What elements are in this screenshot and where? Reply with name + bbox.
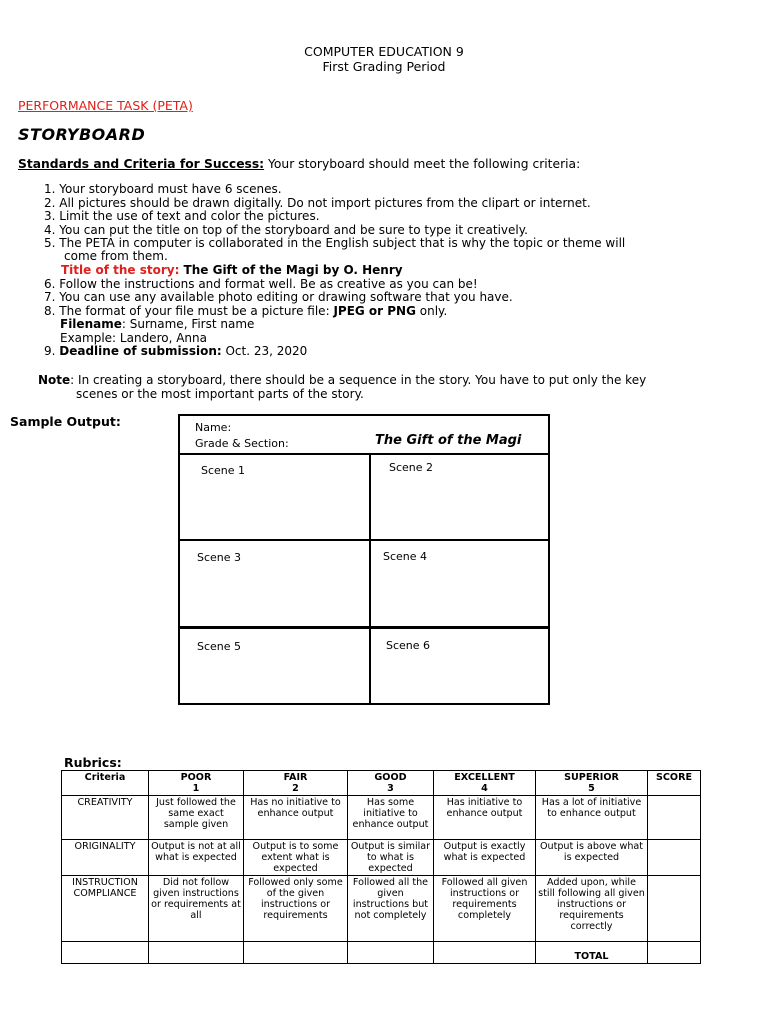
header-poor-num: 1 — [192, 783, 200, 794]
filename-line — [60, 318, 254, 332]
cell-fair: Followed only some of the given instructions or requirements — [244, 876, 348, 942]
header-good-num: 3 — [387, 783, 394, 794]
cell-superior: Added upon, while still following all given instructions or requirements correctly — [536, 876, 648, 942]
header-excellent-num: 4 — [481, 783, 488, 794]
total-label: TOTAL — [536, 942, 648, 964]
note-label: Note — [38, 373, 71, 387]
story-title-line — [61, 264, 403, 278]
task-label: PERFORMANCE TASK (PETA) — [18, 98, 193, 113]
note-line-2: scenes or the most important parts of the story. — [76, 387, 364, 401]
header-fair-text: FAIR — [283, 772, 308, 783]
cell-score — [648, 796, 701, 840]
scene-6-label: Scene 6 — [386, 639, 431, 652]
storyboard-sample — [178, 414, 550, 705]
storyboard-title: The Gift of the Magi — [375, 433, 522, 448]
file-format: JPEG or PNG — [333, 304, 416, 318]
row-criteria: INSTRUCTION COMPLIANCE — [62, 876, 149, 942]
scene-2-label: Scene 2 — [389, 461, 434, 474]
filename-label: Filename — [60, 317, 122, 331]
cell-superior: Output is above what is expected — [536, 840, 648, 876]
header-fair — [244, 771, 348, 796]
header-good — [348, 771, 434, 796]
total-row — [62, 942, 701, 964]
cell-poor: Just followed the same exact sample given — [149, 796, 244, 840]
criteria-item-9 — [44, 345, 307, 359]
cell-empty — [244, 942, 348, 964]
header-score — [648, 771, 701, 796]
cell-empty — [348, 942, 434, 964]
header-superior — [536, 771, 648, 796]
criteria-item-8-end: only. — [415, 304, 448, 318]
cell-empty — [149, 942, 244, 964]
header-fair-num: 2 — [292, 783, 299, 794]
table-row — [62, 796, 701, 840]
header-poor — [149, 771, 244, 796]
row-criteria: CREATIVITY — [62, 796, 149, 840]
rubrics-label: Rubrics: — [64, 755, 122, 770]
header-criteria — [62, 771, 149, 796]
table-row — [62, 840, 701, 876]
standards-text: Your storyboard should meet the following criteria: — [264, 157, 581, 171]
story-title-value: The Gift of the Magi by O. Henry — [179, 263, 403, 277]
scene-4-label: Scene 4 — [383, 550, 428, 563]
name-label: Name: — [195, 421, 232, 434]
cell-good: Has some initiative to enhance output — [348, 796, 434, 840]
cell-empty — [62, 942, 149, 964]
cell-superior: Has a lot of initiative to enhance output — [536, 796, 648, 840]
filename-example: Example: Landero, Anna — [60, 331, 207, 345]
total-score — [648, 942, 701, 964]
grid-line-mid-1 — [180, 539, 548, 541]
cell-fair: Output is to some extent what is expected — [244, 840, 348, 876]
header-superior-num: 5 — [588, 783, 595, 794]
rubrics-table — [61, 770, 701, 964]
rubrics-header-row — [62, 771, 701, 796]
header-excellent — [434, 771, 536, 796]
criteria-item-5-cont: come from them. — [64, 249, 168, 263]
criteria-item-6: 6. Follow the instructions and format well. Be as creative as you can be! — [44, 277, 478, 291]
header-superior-text: SUPERIOR — [564, 772, 619, 783]
course-title: COMPUTER EDUCATION 9 — [304, 44, 464, 59]
cell-good: Output is similar to what is expected — [348, 840, 434, 876]
grid-line-mid-2 — [180, 626, 548, 629]
cell-excellent: Has initiative to enhance output — [434, 796, 536, 840]
note-line-1: : In creating a storyboard, there should be a sequence in the story. You have to put only the key — [70, 373, 647, 387]
criteria-item-8-text: 8. The format of your file must be a picture file: — [44, 304, 334, 318]
cell-score — [648, 840, 701, 876]
cell-score — [648, 876, 701, 942]
grid-line-vertical — [369, 453, 371, 703]
header-excellent-text: EXCELLENT — [454, 772, 515, 783]
standards-line — [18, 157, 580, 171]
criteria-item-1: 1. Your storyboard must have 6 scenes. — [44, 182, 282, 196]
header-score-text: SCORE — [655, 772, 693, 783]
criteria-item-5: 5. The PETA in computer is collaborated in the English subject that is why the topic or theme will — [44, 236, 626, 250]
grid-line-top — [180, 453, 548, 455]
cell-poor: Output is not at all what is expected — [149, 840, 244, 876]
cell-excellent: Followed all given instructions or requirements completely — [434, 876, 536, 942]
grade-section-label: Grade & Section: — [195, 437, 289, 450]
standards-label: Standards and Criteria for Success: — [18, 157, 265, 171]
cell-excellent: Output is exactly what is expected — [434, 840, 536, 876]
criteria-item-9-num: 9. — [44, 344, 60, 358]
filename-value: : Surname, First name — [121, 317, 255, 331]
cell-good: Followed all the given instructions but not completely — [348, 876, 434, 942]
scene-5-label: Scene 5 — [197, 640, 242, 653]
row-criteria: ORIGINALITY — [62, 840, 149, 876]
criteria-item-2: 2. All pictures should be drawn digitally. Do not import pictures from the clipart or internet. — [44, 196, 591, 210]
story-title-label: Title of the story: — [61, 263, 180, 277]
header-poor-text: POOR — [180, 772, 212, 783]
cell-empty — [434, 942, 536, 964]
table-row — [62, 876, 701, 942]
scene-3-label: Scene 3 — [197, 551, 242, 564]
deadline-label: Deadline of submission: — [59, 344, 222, 358]
header-criteria-text: Criteria — [84, 772, 126, 783]
grading-period: First Grading Period — [322, 59, 446, 74]
sample-output-label: Sample Output: — [10, 414, 121, 429]
cell-poor: Did not follow given instructions or requirements at all — [149, 876, 244, 942]
cell-fair: Has no initiative to enhance output — [244, 796, 348, 840]
header-good-text: GOOD — [374, 772, 407, 783]
criteria-item-4: 4. You can put the title on top of the storyboard and be sure to type it creatively. — [44, 223, 528, 237]
task-title: STORYBOARD — [18, 125, 146, 144]
criteria-item-3: 3. Limit the use of text and color the pictures. — [44, 209, 320, 223]
note — [38, 373, 738, 401]
criteria-item-7: 7. You can use any available photo editing or drawing software that you have. — [44, 290, 513, 304]
deadline-value: Oct. 23, 2020 — [221, 344, 308, 358]
scene-1-label: Scene 1 — [201, 464, 246, 477]
